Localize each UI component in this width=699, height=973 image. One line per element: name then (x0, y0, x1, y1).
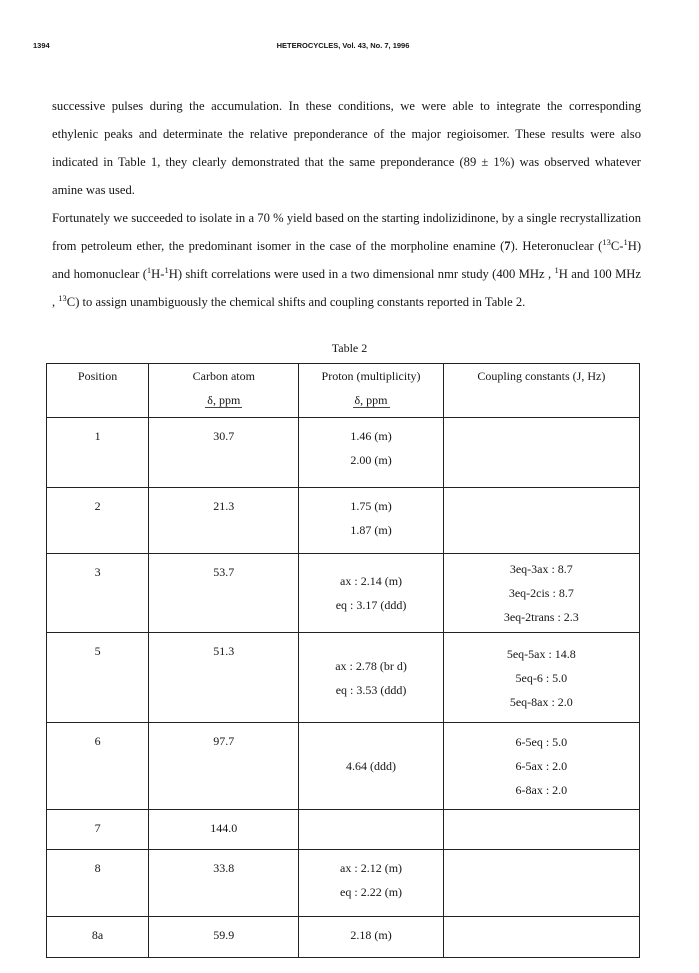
running-title: HETEROCYCLES, Vol. 43, No. 7, 1996 (276, 41, 410, 50)
position-value: 3 (94, 565, 101, 579)
proton-shift-cell (299, 554, 443, 633)
table-row (47, 488, 640, 554)
coupling-constants-cell (443, 810, 639, 850)
carbon-shift-cell (149, 917, 299, 958)
proton-value: ax : 2.14 (m) (340, 574, 403, 588)
carbon-value: 97.7 (213, 734, 235, 748)
header-proton: Proton (multiplicity) δ, ppm (299, 364, 443, 418)
proton-shift-cell (299, 418, 443, 488)
carbon-value: 33.8 (213, 861, 235, 875)
header-coupling: Coupling constants (J, Hz) (443, 364, 639, 418)
table-row (47, 418, 640, 488)
carbon-shift-cell (149, 418, 299, 488)
carbon-value: 144.0 (210, 821, 238, 835)
position-value: 8 (94, 861, 101, 875)
coupling-constants-cell (443, 723, 639, 810)
position-value: 7 (94, 821, 101, 835)
coupling-constants-cell (443, 554, 639, 633)
header-position: Position (47, 364, 149, 418)
proton-shift-cell (299, 810, 443, 850)
position-cell (47, 488, 149, 554)
coupling-constants-cell (443, 418, 639, 488)
coupling-value: 5eq-6 : 5.0 (515, 670, 568, 685)
position-cell (47, 554, 149, 633)
table-row (47, 633, 640, 723)
carbon-shift-cell (149, 850, 299, 917)
position-cell (47, 850, 149, 917)
carbon-value: 30.7 (213, 429, 235, 443)
proton-shift-cell (299, 488, 443, 554)
position-cell (47, 810, 149, 850)
proton-value: ax : 2.12 (m) (340, 861, 403, 875)
proton-value: eq : 3.53 (ddd) (335, 682, 407, 697)
proton-value: 4.64 (ddd) (346, 759, 397, 773)
coupling-value: 5eq-5ax : 14.8 (506, 646, 576, 661)
paragraph-2: Fortunately we succeeded to isolate in a 70 % yield based on the starting indolizidinone, by a single recrystallization from petroleum ether, the predominant isomer in the case of the morpholine enamine (7). Heteronuclear ($^{13}$C-$^1$H) and homonuclear ($^1$H-$^1$H) shift correlations were used in a two dimensional nmr study (400 MHz , $^1$H and 100 MHz , $^{13}$C) to assign unambiguously the chemical shifts and coupling constants reported in Table 2. (52, 211, 642, 309)
carbon-value: 21.3 (213, 499, 235, 513)
compound-number: 7 (504, 239, 511, 253)
proton-shift-cell (299, 723, 443, 810)
proton-value: 1.75 (m) (350, 499, 392, 513)
position-cell (47, 723, 149, 810)
position-cell (47, 633, 149, 723)
paragraph-1: successive pulses during the accumulation. In these conditions, we were able to integrate the corresponding ethylenic peaks and determinate the relative preponderance of the major regioisomer. These results were also indicated in Table 1, they clearly demonstrated that the same preponderance (89 ± 1%) was observed whatever amine was used. (52, 99, 641, 197)
carbon-value: 59.9 (213, 928, 235, 942)
carbon-shift-cell (149, 554, 299, 633)
header-carbon: Carbon atom δ, ppm (149, 364, 299, 418)
proton-shift-cell (299, 633, 443, 723)
carbon-shift-cell (149, 810, 299, 850)
table-row (47, 850, 640, 917)
table-header-row (47, 364, 640, 418)
carbon-shift-cell (149, 723, 299, 810)
coupling-value: 3eq-2trans : 2.3 (503, 610, 579, 624)
proton-shift-cell (299, 917, 443, 958)
coupling-value: 6-5ax : 2.0 (515, 759, 568, 773)
carbon-value: 53.7 (213, 565, 235, 579)
coupling-value: 6-5eq : 5.0 (515, 735, 568, 749)
page-header (33, 41, 653, 55)
position-cell (47, 917, 149, 958)
table-row (47, 554, 640, 633)
page-number: 1394 (33, 41, 50, 50)
coupling-constants-cell (443, 633, 639, 723)
proton-value: eq : 2.22 (m) (340, 885, 403, 899)
position-value: 8a (91, 928, 104, 942)
position-value: 1 (94, 429, 101, 443)
proton-value: 2.00 (m) (350, 453, 392, 467)
position-value: 2 (94, 499, 101, 513)
table-2 (46, 363, 640, 958)
coupling-constants-cell (443, 917, 639, 958)
carbon-value: 51.3 (213, 644, 235, 658)
table-row (47, 810, 640, 850)
proton-value: 2.18 (m) (350, 928, 392, 942)
coupling-constants-cell (443, 488, 639, 554)
carbon-shift-cell (149, 488, 299, 554)
coupling-value: 5eq-8ax : 2.0 (509, 694, 573, 709)
proton-value: ax : 2.78 (br d) (335, 658, 407, 673)
carbon-shift-cell (149, 633, 299, 723)
body-text (52, 92, 641, 316)
proton-value: 1.87 (m) (350, 523, 392, 537)
table-row (47, 917, 640, 958)
position-value: 5 (94, 644, 101, 658)
proton-shift-cell (299, 850, 443, 917)
table-caption: Table 2 (331, 341, 368, 355)
proton-value: eq : 3.17 (ddd) (335, 598, 407, 612)
coupling-constants-cell (443, 850, 639, 917)
coupling-value: 3eq-3ax : 8.7 (509, 562, 573, 576)
coupling-value: 3eq-2cis : 8.7 (508, 586, 574, 600)
table-row (47, 723, 640, 810)
position-cell (47, 418, 149, 488)
proton-value: 1.46 (m) (350, 429, 392, 443)
coupling-value: 6-8ax : 2.0 (515, 783, 568, 797)
position-value: 6 (94, 734, 101, 748)
